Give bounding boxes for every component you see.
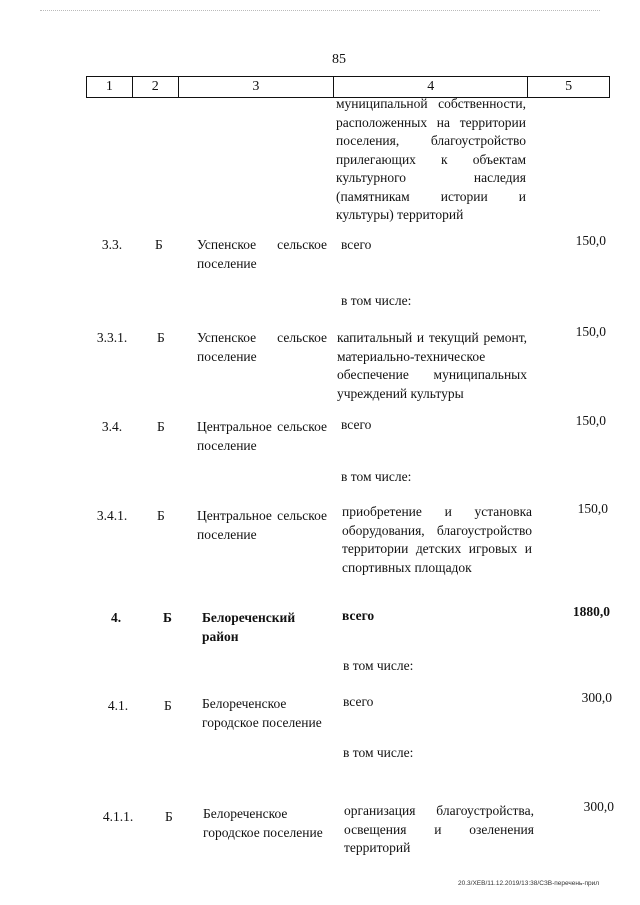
row-name: Центральное сельское поселение <box>197 419 327 453</box>
row-name: Центральное сельское поселение <box>197 508 327 542</box>
row-number: 3.3.1. <box>96 330 128 345</box>
row-name: Белореченское городское поселение <box>203 806 323 840</box>
row-number: 3.4.1. <box>96 508 128 523</box>
row-description: всего <box>341 237 372 252</box>
continuation-text: муниципальной собственности, расположенных на территории поселения, благоустройство прилегающих к объектам культурного наследия (памятникам истории и культуры) территорий <box>336 96 526 222</box>
header-col-3: 3 <box>179 77 334 97</box>
row-number: 4.1. <box>107 698 129 713</box>
header-col-2: 2 <box>133 77 179 97</box>
header-col-4: 4 <box>334 77 528 97</box>
header-col-5: 5 <box>565 79 573 94</box>
page-number: 85 <box>332 52 346 67</box>
row-category: Б <box>165 809 173 824</box>
row-value: 150,0 <box>575 413 606 428</box>
subheading-including: в том числе: <box>341 469 412 484</box>
row-value: 150,0 <box>575 233 606 248</box>
row-description: организация благоустройства, освещения и озеленения территорий <box>344 803 534 855</box>
scan-top-edge <box>40 0 600 11</box>
row-description: приобретение и установка оборудования, благоустройство территории детских игровых и спортивных площадок <box>342 504 532 575</box>
row-category: Б <box>155 237 163 252</box>
row-value: 150,0 <box>575 324 606 339</box>
subheading-including: в том числе: <box>343 745 414 760</box>
row-number: 3.4. <box>101 419 123 434</box>
row-value: 300,0 <box>583 799 614 814</box>
footer-code: 20.3/ХЕВ/11.12.2019/13:38/СЗВ-перечень-прил <box>458 880 600 887</box>
row-value: 1880,0 <box>572 604 610 619</box>
row-category: Б <box>157 419 165 434</box>
row-description: всего <box>341 417 372 432</box>
row-category: Б <box>157 330 165 345</box>
row-description: всего <box>343 694 374 709</box>
row-value: 150,0 <box>577 501 608 516</box>
row-number: 3.3. <box>101 237 123 252</box>
row-name: Успенское сельское поселение <box>197 330 327 364</box>
row-name: Белореченский район <box>202 610 296 644</box>
row-name: Успенское сельское поселение <box>197 237 327 271</box>
row-category: Б <box>164 698 172 713</box>
subheading-including: в том числе: <box>341 293 412 308</box>
row-number: 4.1.1. <box>102 809 134 824</box>
row-category: Б <box>157 508 165 523</box>
row-number: 4. <box>110 610 122 625</box>
row-description: капитальный и текущий ремонт, материально-техническое обеспечение муниципальных учреждений культуры <box>337 330 527 401</box>
subheading-including: в том числе: <box>343 658 414 673</box>
row-name: Белореченское городское поселение <box>202 696 322 730</box>
header-col-1: 1 <box>87 77 133 97</box>
row-value: 300,0 <box>581 690 612 705</box>
row-description: всего <box>342 608 375 623</box>
row-category: Б <box>163 610 172 625</box>
